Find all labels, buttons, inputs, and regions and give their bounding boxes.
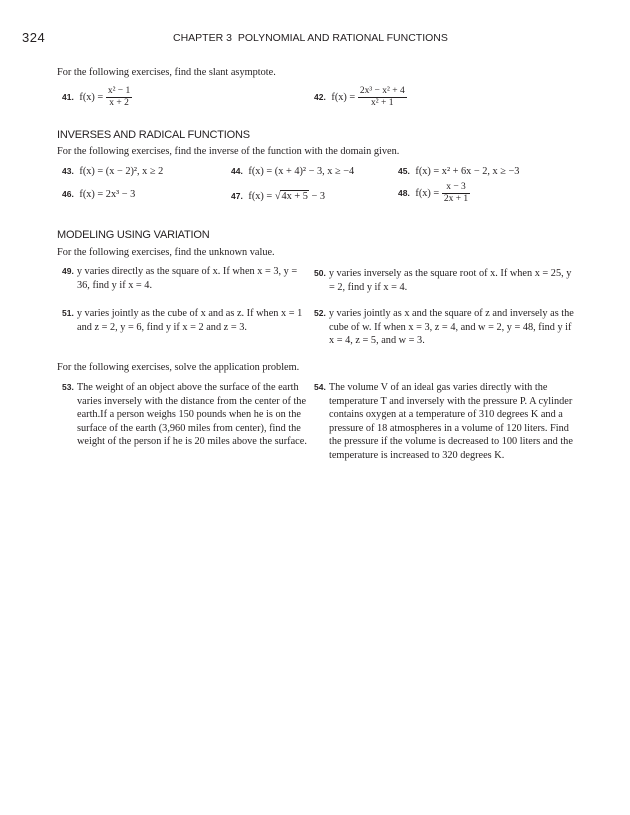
exercise-41-number: 41. — [62, 91, 74, 102]
exercise-53-number: 53. — [62, 382, 74, 392]
inverses-heading: INVERSES AND RADICAL FUNCTIONS — [57, 129, 250, 141]
running-header — [173, 32, 448, 44]
exercise-50-number: 50. — [314, 268, 326, 278]
exercise-41-denominator: x + 2 — [109, 98, 129, 108]
exercise-45-text: f(x) = x² + 6x − 2, x ≥ −3 — [415, 166, 520, 177]
exercise-45-number: 45. — [398, 166, 410, 176]
page-number: 324 — [22, 30, 46, 45]
exercise-47-radicand: 4x + 5 — [281, 191, 308, 202]
exercise-48-numerator: x − 3 — [442, 182, 470, 194]
exercise-53-text: The weight of an object above the surface of the earth varies inversely with the distance from the center of the earth.If a person weighs 150 pounds when he is on the surface of the earth (3,960 miles from center), find the weight of the person if he is 20 miles above the surface. — [76, 382, 307, 448]
chapter-label: CHAPTER 3 — [173, 32, 232, 44]
slant-instruction: For the following exercises, find the slant asymptote. — [57, 67, 276, 78]
exercise-43-number: 43. — [62, 166, 74, 176]
exercise-48-fraction — [442, 182, 470, 205]
exercise-41-numerator: x² − 1 — [107, 86, 131, 96]
exercise-42-number: 42. — [314, 91, 326, 102]
exercise-42 — [314, 86, 407, 109]
exercise-41-fraction — [106, 86, 132, 109]
exercise-52-text: y varies jointly as x and the square of z and inversely as the cube of w. If when x = 3, z = 4, and w = 2, y = 48, find y if x = 4, z = 5, and w = 3. — [328, 308, 574, 347]
exercise-47-lhs: f(x) = — [248, 191, 275, 202]
exercise-47-number: 47. — [231, 191, 243, 201]
sqrt-icon: √ — [274, 191, 281, 202]
exercise-54-number: 54. — [314, 382, 326, 392]
exercise-51-text: y varies jointly as the cube of x and as z. If when x = 1 and z = 2, y = 6, find y if x = 2 and z = 3. — [76, 308, 303, 333]
variation-instruction: For the following exercises, find the unknown value. — [57, 247, 275, 258]
exercise-44-number: 44. — [231, 166, 243, 176]
chapter-title: POLYNOMIAL AND RATIONAL FUNCTIONS — [237, 32, 448, 44]
exercise-43 — [62, 165, 163, 179]
exercise-48 — [398, 182, 470, 205]
exercise-42-denominator: x² + 1 — [371, 98, 394, 108]
exercise-54-text: The volume V of an ideal gas varies directly with the temperature T and inversely with the pressure P. A cylinder contains oxygen at a temperature of 310 degrees K and a pressure of 18 atmospheres in a volume of 120 liters. Find the pressure if the volume is decreased to 100 liters and the temperature is increased to 320 degrees K. — [328, 382, 573, 461]
exercise-48-number: 48. — [398, 187, 410, 198]
exercise-48-lhs: f(x) = — [415, 187, 440, 199]
exercise-46 — [62, 188, 135, 202]
exercise-52 — [314, 307, 577, 348]
exercise-54 — [314, 381, 579, 463]
exercise-41-lhs: f(x) = — [79, 91, 104, 103]
exercise-50 — [314, 267, 577, 294]
exercise-43-text: f(x) = (x − 2)², x ≥ 2 — [79, 166, 164, 177]
exercise-44 — [231, 165, 354, 179]
inverses-instruction: For the following exercises, find the inverse of the function with the domain given. — [57, 146, 400, 157]
exercise-49-text: y varies directly as the square of x. If when x = 3, y = 36, find y if x = 4. — [76, 266, 298, 291]
exercise-44-text: f(x) = (x + 4)² − 3, x ≥ −4 — [248, 166, 355, 177]
exercise-53 — [62, 381, 313, 449]
application-instruction: For the following exercises, solve the application problem. — [57, 362, 300, 373]
exercise-42-lhs: f(x) = — [331, 91, 356, 103]
exercise-46-number: 46. — [62, 189, 74, 199]
exercise-49-number: 49. — [62, 266, 74, 276]
exercise-49 — [62, 265, 303, 292]
exercise-46-text: f(x) = 2x³ − 3 — [79, 189, 136, 200]
exercise-45 — [398, 165, 519, 179]
exercise-41 — [62, 86, 132, 109]
variation-heading: MODELING USING VARIATION — [57, 229, 210, 241]
exercise-48-denominator: 2x + 1 — [443, 194, 469, 204]
exercise-51 — [62, 307, 309, 334]
exercise-50-text: y varies inversely as the square root of x. If when x = 25, y = 2, find y if x = 4. — [328, 268, 572, 293]
exercise-42-fraction — [358, 86, 407, 109]
exercise-42-numerator: 2x³ − x² + 4 — [359, 86, 405, 96]
exercise-51-number: 51. — [62, 308, 74, 318]
exercise-47 — [231, 190, 325, 204]
exercise-47-tail: − 3 — [308, 191, 325, 202]
exercise-52-number: 52. — [314, 308, 326, 318]
